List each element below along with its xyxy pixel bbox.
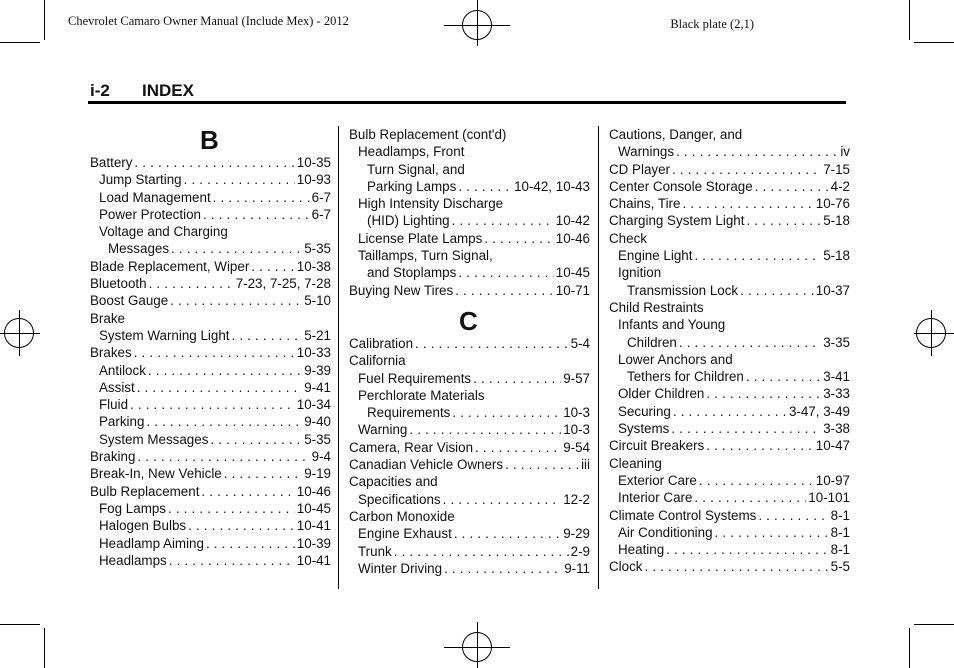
- index-entry-term: Air Conditioning: [618, 524, 713, 540]
- index-entry-page-ref[interactable]: 10-42, 10-43: [514, 178, 590, 194]
- index-entry: [90, 275, 331, 292]
- index-column-1: [90, 126, 331, 569]
- index-entry-term: Older Children: [618, 386, 705, 402]
- index-entry-term: Bulb Replacement: [90, 483, 200, 499]
- index-entry-term: Child Restraints: [609, 299, 704, 315]
- dot-leader: [224, 465, 302, 482]
- index-entry-term: Antilock: [99, 362, 146, 378]
- dot-leader: [203, 206, 310, 223]
- dot-leader: [454, 525, 561, 542]
- index-entry-term: Bluetooth: [90, 276, 147, 292]
- index-entry: [609, 385, 850, 402]
- index-entry: [90, 552, 331, 569]
- index-entry-term: Power Protection: [99, 206, 201, 222]
- index-entry-term: Battery: [90, 155, 133, 170]
- dot-leader: [409, 421, 561, 438]
- index-entry-term: Trunk: [358, 543, 392, 559]
- dot-leader: [146, 413, 302, 430]
- index-entry-term: High Intensity Discharge: [358, 196, 504, 212]
- index-entry: [349, 352, 590, 369]
- index-entry: [609, 524, 850, 541]
- dot-leader: [682, 195, 813, 212]
- index-entry: [609, 230, 850, 247]
- dot-leader: [213, 189, 310, 206]
- index-entry: [349, 212, 590, 229]
- index-entry-page-ref[interactable]: 5-10: [304, 293, 331, 309]
- index-entry-term: Clock: [609, 559, 643, 575]
- index-entry-page-ref[interactable]: 9-19: [304, 466, 331, 482]
- index-entry-page-ref[interactable]: 10-45: [296, 500, 331, 516]
- index-entry-term: Infants and Young: [618, 317, 726, 333]
- column-divider: [598, 126, 599, 589]
- index-entry-term: Voltage and Charging: [99, 224, 228, 240]
- index-entry-term: Braking: [90, 449, 136, 465]
- index-entry-page-ref[interactable]: 7-15: [823, 161, 850, 177]
- index-entry-page-ref[interactable]: 5-18: [823, 248, 850, 264]
- index-entry-term: Systems: [618, 421, 670, 437]
- dot-leader: [137, 379, 302, 396]
- dot-leader: [746, 212, 821, 229]
- index-entry-page-ref[interactable]: 9-41: [304, 379, 331, 395]
- index-entry-page-ref[interactable]: 10-46: [555, 230, 590, 246]
- index-entry-term: Charging System Light: [609, 213, 745, 229]
- index-entry: [609, 403, 850, 420]
- index-entry-term: Center Console Storage: [609, 178, 753, 194]
- registration-mark-top-v: [477, 0, 478, 46]
- index-entry: [609, 541, 850, 558]
- crop-mark: [0, 624, 40, 625]
- dot-leader: [149, 275, 234, 292]
- index-entry: [90, 413, 331, 430]
- index-entry: [90, 431, 331, 448]
- index-entry-term: Halogen Bulbs: [99, 518, 187, 534]
- dot-leader: [251, 258, 294, 275]
- index-entry: [349, 404, 590, 421]
- index-entry-page-ref[interactable]: 10-33: [296, 345, 331, 361]
- page-number: i-2: [90, 81, 110, 100]
- index-entry-page-ref[interactable]: 10-93: [296, 172, 331, 188]
- index-entry: [609, 264, 850, 281]
- index-entry: [609, 143, 850, 160]
- index-entry: [609, 178, 850, 195]
- index-entry-term: Carbon Monoxide: [349, 508, 455, 524]
- dot-leader: [452, 404, 561, 421]
- index-entry: [349, 230, 590, 247]
- index-entry: [90, 517, 331, 534]
- index-entry: [349, 335, 590, 352]
- index-entry-page-ref[interactable]: 2-9: [570, 543, 590, 559]
- index-column-2: [349, 126, 590, 577]
- index-entry-term: Engine Light: [618, 248, 693, 264]
- index-entry: [609, 161, 850, 178]
- index-entry-page-ref[interactable]: 8-1: [830, 507, 850, 523]
- index-entry: [349, 543, 590, 560]
- index-entry-term: Break-In, New Vehicle: [90, 466, 222, 482]
- index-entry-term: Winter Driving: [358, 560, 443, 576]
- index-entry-page-ref[interactable]: 9-4: [311, 449, 331, 465]
- index-entry: [349, 439, 590, 456]
- index-entry-page-ref[interactable]: 10-71: [555, 282, 590, 298]
- index-entry-page-ref[interactable]: 9-39: [304, 362, 331, 378]
- index-entry-term: Children: [627, 334, 677, 350]
- index-entry-term: and Stoplamps: [367, 265, 457, 281]
- index-entry: [90, 535, 331, 552]
- index-letter-heading: B: [200, 125, 219, 155]
- dot-leader: [706, 437, 814, 454]
- index-entry-page-ref[interactable]: iii: [581, 457, 590, 473]
- dot-leader: [443, 491, 562, 508]
- index-entry: [90, 310, 331, 327]
- index-entry-term: Calibration: [349, 335, 414, 351]
- index-entry-term: Cautions, Danger, and: [609, 127, 743, 142]
- index-entry-page-ref[interactable]: 3-38: [823, 421, 850, 437]
- index-entry-term: California: [349, 353, 406, 369]
- registration-mark-right-h: [914, 333, 954, 334]
- index-entry-page-ref[interactable]: 5-35: [304, 431, 331, 447]
- index-entry-term: Securing: [618, 403, 671, 419]
- index-entry-page-ref[interactable]: iv: [840, 144, 850, 160]
- index-entry-page-ref[interactable]: 6-7: [311, 189, 331, 205]
- crop-mark: [44, 628, 45, 668]
- index-entry: [349, 247, 590, 264]
- index-entry-term: Bulb Replacement (cont'd): [349, 127, 507, 142]
- index-entry-term: Parking: [99, 414, 145, 430]
- index-entry: [609, 472, 850, 489]
- index-entry-page-ref[interactable]: 10-41: [296, 552, 331, 568]
- index-entry-page-ref[interactable]: 9-40: [304, 414, 331, 430]
- dot-leader: [206, 535, 295, 552]
- index-entry: [90, 240, 331, 257]
- index-entry-page-ref[interactable]: 10-3: [563, 405, 590, 421]
- index-entry-term: Fog Lamps: [99, 500, 166, 516]
- index-entry-term: Jump Starting: [99, 172, 182, 188]
- index-entry-page-ref[interactable]: 7-23, 7-25, 7-28: [235, 276, 331, 292]
- plate-label: Black plate (2,1): [670, 17, 754, 31]
- dot-leader: [452, 212, 554, 229]
- index-entry: [349, 508, 590, 525]
- index-entry-page-ref[interactable]: 5-21: [304, 327, 331, 343]
- crop-mark: [914, 42, 954, 43]
- index-entry: [349, 491, 590, 508]
- index-entry-term: Requirements: [367, 405, 451, 421]
- index-entry-term: Lower Anchors and: [618, 351, 733, 367]
- dot-leader: [671, 420, 821, 437]
- dot-leader: [184, 171, 295, 188]
- index-entry: [90, 292, 331, 309]
- index-entry: [349, 282, 590, 299]
- index-entry: [349, 560, 590, 577]
- column-divider: [338, 126, 339, 589]
- index-entry-term: Interior Care: [618, 490, 693, 506]
- index-entry: [349, 473, 590, 490]
- index-entry-page-ref[interactable]: 9-57: [563, 370, 590, 386]
- index-entry: [90, 396, 331, 413]
- index-entry: [349, 370, 590, 387]
- index-entry-term: Tethers for Children: [627, 369, 744, 385]
- dot-leader: [444, 560, 562, 577]
- index-entry-page-ref[interactable]: 10-47: [815, 438, 850, 454]
- dot-leader: [210, 431, 302, 448]
- index-entry-page-ref[interactable]: 3-33: [823, 386, 850, 402]
- dot-leader: [706, 385, 821, 402]
- index-entry: [349, 387, 590, 404]
- index-entry: [349, 126, 590, 143]
- index-entry-page-ref[interactable]: 10-101: [808, 490, 850, 506]
- index-entry-page-ref[interactable]: 4-2: [830, 178, 850, 194]
- index-entry-term: Messages: [108, 241, 170, 257]
- crop-mark: [909, 0, 910, 40]
- dot-leader: [679, 334, 821, 351]
- dot-leader: [134, 344, 295, 361]
- dot-leader: [171, 240, 302, 257]
- index-entry-term: Headlamp Aiming: [99, 535, 204, 551]
- index-entry-page-ref[interactable]: 3-35: [823, 334, 850, 350]
- index-letter-heading: C: [459, 305, 478, 336]
- registration-mark-left-h: [0, 333, 40, 334]
- index-entry: [609, 420, 850, 437]
- index-entry-term: Cleaning: [609, 455, 662, 471]
- index-entry-term: Turn Signal, and: [367, 161, 465, 177]
- index-entry-page-ref[interactable]: 9-29: [563, 526, 590, 542]
- index-entry-page-ref[interactable]: 9-11: [564, 560, 590, 576]
- index-entry-term: Boost Gauge: [90, 293, 169, 309]
- index-entry: [609, 247, 850, 264]
- index-entry-term: System Messages: [99, 431, 209, 447]
- dot-leader: [455, 282, 554, 299]
- index-entry: [609, 558, 850, 575]
- registration-mark-right-v: [931, 310, 932, 356]
- index-entry-term: Exterior Care: [618, 472, 697, 488]
- index-entry: [349, 161, 590, 178]
- dot-leader: [458, 178, 512, 195]
- index-entry-term: Canadian Vehicle Owners: [349, 457, 504, 473]
- index-entry-term: Warnings: [618, 144, 675, 160]
- dot-leader: [758, 507, 828, 524]
- index-entry-term: Engine Exhaust: [358, 526, 452, 542]
- index-entry-page-ref[interactable]: 9-54: [563, 439, 590, 455]
- index-entry: [609, 489, 850, 506]
- index-entry-page-ref[interactable]: 10-41: [296, 518, 331, 534]
- index-entry-term: Brake: [90, 310, 125, 326]
- dot-leader: [694, 489, 806, 506]
- index-entry: [90, 171, 331, 188]
- index-entry: [90, 362, 331, 379]
- dot-leader: [475, 439, 561, 456]
- index-entry: [609, 455, 850, 472]
- index-entry: [609, 299, 850, 316]
- dot-leader: [666, 541, 828, 558]
- dot-leader: [505, 456, 579, 473]
- index-entry-page-ref[interactable]: 5-4: [570, 335, 590, 351]
- dot-leader: [169, 552, 295, 569]
- index-entry-page-ref[interactable]: 12-2: [563, 491, 590, 507]
- index-entry-term: Blade Replacement, Wiper: [90, 258, 250, 274]
- index-entry: [90, 206, 331, 223]
- dot-leader: [170, 292, 302, 309]
- index-entry-term: Headlamps: [99, 552, 167, 568]
- index-entry: [609, 195, 850, 212]
- index-entry: [349, 195, 590, 212]
- dot-leader: [130, 396, 295, 413]
- index-entry: [349, 421, 590, 438]
- index-entry-term: Parking Lamps: [367, 178, 457, 194]
- index-entry-term: Load Management: [99, 189, 211, 205]
- index-entry-page-ref[interactable]: 10-45: [555, 265, 590, 281]
- index-entry: [609, 368, 850, 385]
- dot-leader: [458, 264, 553, 281]
- index-entry-term: Headlamps, Front: [358, 144, 465, 160]
- index-entry: [349, 178, 590, 195]
- index-entry-page-ref[interactable]: 6-7: [311, 206, 331, 222]
- dot-leader: [188, 517, 295, 534]
- crop-mark: [909, 628, 910, 668]
- index-entry-term: Camera, Rear Vision: [349, 439, 474, 455]
- index-entry-page-ref[interactable]: 5-5: [830, 559, 850, 575]
- index-entry-page-ref[interactable]: 10-37: [815, 282, 850, 298]
- index-entry: [609, 334, 850, 351]
- section-title: INDEX: [142, 81, 194, 100]
- index-entry-page-ref[interactable]: 5-18: [823, 213, 850, 229]
- index-entry-term: Assist: [99, 379, 135, 395]
- crop-mark: [914, 624, 954, 625]
- heading-rule: [88, 101, 846, 104]
- index-entry-page-ref[interactable]: 5-35: [304, 241, 331, 257]
- dot-leader: [644, 558, 828, 575]
- index-entry-term: Taillamps, Turn Signal,: [358, 248, 493, 264]
- index-entry-term: Capacities and: [349, 474, 438, 490]
- index-entry-term: Circuit Breakers: [609, 438, 705, 454]
- index-entry-page-ref[interactable]: 10-46: [296, 483, 331, 499]
- index-entry: [90, 448, 331, 465]
- dot-leader: [694, 247, 821, 264]
- dot-leader: [168, 500, 295, 517]
- index-entry: [349, 143, 590, 160]
- index-entry: [609, 507, 850, 524]
- index-entry-term: (HID) Lighting: [367, 213, 450, 229]
- dot-leader: [394, 543, 569, 560]
- index-entry: [349, 264, 590, 281]
- index-entry: [90, 500, 331, 517]
- dot-leader: [699, 472, 814, 489]
- index-entry-term: Ignition: [618, 265, 662, 281]
- dot-leader: [673, 403, 787, 420]
- crop-mark: [0, 42, 40, 43]
- index-entry-term: Check: [609, 230, 647, 246]
- registration-mark-bottom-v: [477, 622, 478, 668]
- index-entry-page-ref[interactable]: 10-39: [296, 535, 331, 551]
- dot-leader: [676, 143, 838, 160]
- index-entry: [349, 456, 590, 473]
- index-entry-term: Specifications: [358, 491, 441, 507]
- index-entry-term: Transmission Lock: [627, 282, 739, 298]
- dot-leader: [415, 335, 569, 352]
- document-header-title: Chevrolet Camaro Owner Manual (Include Mex) - 2012: [68, 14, 349, 28]
- index-entry-page-ref[interactable]: 8-1: [830, 542, 850, 558]
- dot-leader: [148, 362, 302, 379]
- index-entry-page-ref[interactable]: 10-42: [555, 213, 590, 229]
- index-entry: [90, 258, 331, 275]
- index-entry-page-ref[interactable]: 8-1: [830, 524, 850, 540]
- index-entry-term: Heating: [618, 542, 665, 558]
- dot-leader: [672, 161, 821, 178]
- index-entry: [90, 327, 331, 344]
- index-entry: [90, 465, 331, 482]
- index-entry-term: CD Player: [609, 161, 671, 177]
- index-entry-term: License Plate Lamps: [358, 230, 483, 246]
- dot-leader: [740, 282, 814, 299]
- index-entry: [349, 525, 590, 542]
- index-entry-page-ref[interactable]: 3-47, 3-49: [788, 403, 850, 419]
- index-entry-page-ref[interactable]: 10-3: [563, 422, 590, 438]
- index-entry-page-ref[interactable]: 10-35: [296, 155, 331, 170]
- dot-leader: [134, 154, 294, 171]
- index-entry: [609, 282, 850, 299]
- index-entry-page-ref[interactable]: 10-34: [296, 397, 331, 413]
- dot-leader: [137, 448, 309, 465]
- index-entry: [90, 154, 331, 171]
- index-entry: [90, 223, 331, 240]
- index-entry: [609, 126, 850, 143]
- index-entry-term: Warning: [358, 422, 408, 438]
- index-entry-page-ref[interactable]: 3-41: [823, 369, 850, 385]
- index-column-3: [609, 126, 850, 576]
- index-entry: [90, 379, 331, 396]
- index-entry: [609, 437, 850, 454]
- index-entry-term: Fluid: [99, 397, 129, 413]
- index-entry-page-ref[interactable]: 10-97: [815, 472, 850, 488]
- index-entry: [609, 316, 850, 333]
- index-entry-term: Buying New Tires: [349, 282, 454, 298]
- dot-leader: [201, 483, 294, 500]
- index-entry-page-ref[interactable]: 10-76: [815, 196, 850, 212]
- section-heading: [90, 81, 194, 101]
- index-entry: [90, 483, 331, 500]
- index-entry-term: System Warning Light: [99, 327, 230, 343]
- index-entry-term: Climate Control Systems: [609, 507, 757, 523]
- crop-mark: [44, 0, 45, 40]
- index-entry: [90, 344, 331, 361]
- dot-leader: [232, 327, 303, 344]
- dot-leader: [484, 230, 553, 247]
- dot-leader: [715, 524, 829, 541]
- registration-mark-left-v: [19, 310, 20, 356]
- index-entry-term: Brakes: [90, 345, 132, 361]
- index-entry: [609, 212, 850, 229]
- index-entry-term: Chains, Tire: [609, 196, 681, 212]
- index-entry-term: Fuel Requirements: [358, 370, 472, 386]
- dot-leader: [473, 370, 561, 387]
- index-entry: [609, 351, 850, 368]
- index-entry-page-ref[interactable]: 10-38: [296, 258, 331, 274]
- dot-leader: [755, 178, 829, 195]
- dot-leader: [746, 368, 821, 385]
- index-entry-term: Perchlorate Materials: [358, 387, 485, 403]
- index-entry: [90, 189, 331, 206]
